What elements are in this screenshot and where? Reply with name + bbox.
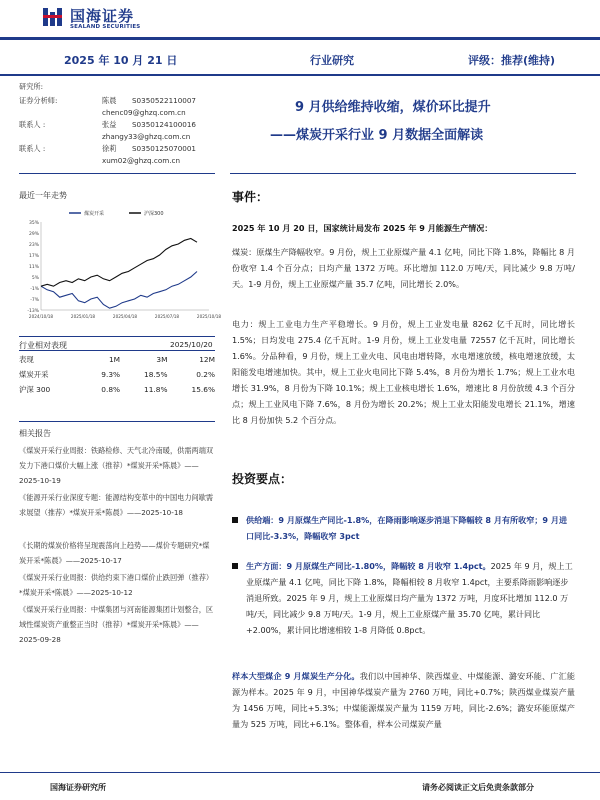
table-header-cell: 12M <box>199 355 215 364</box>
bullet-text: 供给端：9 月原煤生产同比-1.8%，在降雨影响逐步消退下降幅较 8 月有所收窄；9 月进口同比-3.3%，降幅收窄 3pct <box>246 515 568 541</box>
bullet-production <box>232 558 575 638</box>
sample-paragraph <box>232 668 575 732</box>
perf-date: 2025/10/20 <box>170 340 213 349</box>
brand-mark-icon <box>42 6 64 28</box>
x-tick-label: 2024/10/18 <box>28 314 54 319</box>
report-category: 行业研究 <box>310 54 354 67</box>
table-rule <box>19 350 215 351</box>
brand-name-cn: 国海证券 <box>70 7 135 25</box>
footer-right: 请务必阅读正文后免责条款部分 <box>422 783 534 792</box>
table-row <box>19 382 215 397</box>
paragraph-head: 样本大型煤企 9 月煤炭生产分化。 <box>232 671 360 681</box>
series-line <box>41 272 197 309</box>
table-header-row <box>19 352 215 367</box>
paragraph-body: 我们以中国神华、陕西煤业、中煤能源、潞安环能、广汇能源为样本。2025 年 9 月，中国神华煤炭产量为 2760 万吨，同比+0.7%；陕西煤业煤炭产量为 1456 万吨，同比+5.3%；中煤能源煤炭产量为 1159 万吨，同比-2.6%；潞安环能原煤产量为 525 万吨，同比+6.1%。整体看，样本公司煤炭产量 <box>232 671 575 729</box>
side-divider <box>19 421 215 422</box>
events-heading: 事件： <box>232 190 269 204</box>
researcher-label: 研究所: <box>19 82 43 91</box>
points-heading: 投资要点： <box>232 472 293 486</box>
x-tick-label: 2025/04/18 <box>112 314 138 319</box>
x-tick-label: 2025/07/18 <box>154 314 180 319</box>
y-tick-label: 5% <box>31 276 39 281</box>
y-tick-label: 23% <box>28 243 39 248</box>
y-tick-label: -1% <box>30 287 39 292</box>
analyst-email[interactable]: zhangy33@ghzq.com.cn <box>102 132 191 141</box>
table-cell: 0.2% <box>196 370 215 379</box>
bullet-head: 生产方面：9 月原煤生产同比-1.80%，降幅较 8 月收窄 1.4pct。 <box>246 561 491 571</box>
body-divider <box>230 173 576 174</box>
analyst-role: 联系人 : <box>19 120 46 129</box>
analyst-email[interactable]: chenc09@ghzq.com.cn <box>102 108 186 117</box>
y-tick-label: 11% <box>28 265 39 270</box>
reports-title: 相关报告 <box>19 429 51 438</box>
bullet-square-icon <box>232 563 238 569</box>
y-tick-label: 29% <box>28 232 39 237</box>
footer-rule <box>0 772 600 773</box>
y-tick-label: -13% <box>27 309 39 314</box>
table-cell: 11.8% <box>144 385 168 394</box>
table-cell: 煤炭开采 <box>19 370 49 379</box>
analyst-role: 证券分析师: <box>19 96 58 105</box>
report-subtitle: ——煤炭开采行业 9 月数据全面解读 <box>270 128 484 143</box>
x-tick-label: 2025/10/18 <box>196 314 222 319</box>
bullet-supply <box>232 512 575 544</box>
x-tick-label: 2025/01/18 <box>70 314 96 319</box>
report-link[interactable]: 《煤炭开采行业周报：铁路检修、天气北冷南暖，供需两端双发力下港口煤价大幅上涨（推荐）*煤炭开采*陈晨》——2025-10-19 <box>19 446 214 485</box>
table-header-cell: 3M <box>156 355 168 364</box>
analyst-code: S0350522110007 <box>132 96 197 105</box>
trend-chart <box>19 206 222 324</box>
top-rule <box>0 37 600 40</box>
brand-logo <box>42 4 152 34</box>
y-tick-label: 17% <box>28 254 39 259</box>
bullet-square-icon <box>232 517 238 523</box>
y-tick-label: 35% <box>28 221 39 226</box>
analyst-name: 徐莉 <box>102 144 117 153</box>
analyst-email[interactable]: xum02@ghzq.com.cn <box>102 156 181 165</box>
analyst-name: 张益 <box>102 120 117 129</box>
table-header-cell: 表现 <box>19 355 34 364</box>
perf-title: 行业相对表现 <box>19 341 67 350</box>
table-cell: 沪深 300 <box>19 385 51 394</box>
analyst-code: S0350125070001 <box>132 144 197 153</box>
series-line <box>41 239 197 287</box>
report-link[interactable]: 《煤炭开采行业周报：供给约束下港口煤价止跌回弹（推荐）*煤炭开采*陈晨》——2025-10-12 <box>19 573 214 597</box>
side-divider <box>19 173 215 174</box>
rating: 评级：推荐(维持) <box>468 54 556 67</box>
analyst-role: 联系人 : <box>19 144 46 153</box>
side-divider <box>19 336 215 337</box>
analyst-name: 陈晨 <box>102 96 117 105</box>
header-rule <box>0 74 600 76</box>
table-cell: 15.6% <box>191 385 215 394</box>
table-row <box>19 367 215 382</box>
report-link[interactable]: 《煤炭开采行业周报：中煤集团与河南能源集团计划整合，区域性煤炭资产重整正当时（推荐）*煤炭开采*陈晨》——2025-09-28 <box>19 605 214 644</box>
report-title: 9 月供给维持收缩，煤价环比提升 <box>295 100 491 115</box>
report-link[interactable]: 《长期的煤炭价格将呈现震荡向上趋势——煤价专题研究*煤炭开采*陈晨》——2025-10-17 <box>19 541 210 565</box>
events-coal: 煤炭：原煤生产降幅收窄。9 月份，规上工业原煤产量 4.1 亿吨，同比下降 1.8%，降幅比 8 月份收窄 1.4 个百分点；日均产量 1372 万吨。环比增加 112.0 万吨/天，同比减少 9.8 万吨/天。1-9 月份，规上工业原煤产量 35.7 亿吨，同比增长 2.0%。 <box>232 247 575 289</box>
legend-label: 沪深300 <box>144 211 164 217</box>
legend-label: 煤炭开采 <box>84 211 105 217</box>
events-lead: 2025 年 10 月 20 日，国家统计局发布 2025 年 9 月能源生产情况： <box>232 223 493 233</box>
report-date: 2025 年 10 月 21 日 <box>64 54 178 67</box>
footer-left: 国海证券研究所 <box>50 783 106 792</box>
events-power: 电力：规上工业电力生产平稳增长。9 月份，规上工业发电量 8262 亿千瓦时，同比增长 1.5%；日均发电 275.4 亿千瓦时。1-9 月份，规上工业发电量 72557 亿千瓦时，同比增长 1.6%。分品种看，9 月份，规上工业火电、风电由增转降，水电增速放缓，核电增速放缓，太阳能发电增速加快。其中，规上工业火电同比下降 5.4%，8 月份为增长 1.7%；规上工业水电增长 31.9%，8 月份为下降 10.1%；规上工业核电增长 1.6%，增速比 8 月份放缓 4.3 个百分点；规上工业风电下降 7.6%，8 月份为增长 20.2%；规上工业太阳能发电增长 21.1%，增速比 8 月份加快 5.2 个百分点。 <box>232 319 575 425</box>
table-cell: 0.8% <box>101 385 121 394</box>
brand-name-en: SEALAND SECURITIES <box>70 24 141 30</box>
report-link[interactable]: 《能源开采行业深度专题：能源结构变革中的中国电力间歇需求展望（推荐）*煤炭开采*陈晨》——2025-10-18 <box>19 493 214 517</box>
table-cell: 18.5% <box>144 370 168 379</box>
analyst-code: S0350124100016 <box>132 120 197 129</box>
table-header-cell: 1M <box>108 355 121 364</box>
bullet-body: 2025 年 9 月，规上工业原煤产量 4.1 亿吨，同比下降 1.8%，降幅相较 8 月收窄 1.4pct，主要系降雨影响逐步消退所致。2025 年 9 月，规上工业原煤日均产量为 1372 万吨，月度环比增加 112.0 万吨/天，同比减少 9.8 万吨/天。1-9 月，规上工业原煤产量 35.70 亿吨，累计同比+2.00%，累计同比增速相较 1-8 月降低 0.8pct。 <box>246 561 573 635</box>
chart-title: 最近一年走势 <box>19 191 67 200</box>
y-tick-label: -7% <box>30 298 39 303</box>
perf-table <box>19 352 215 397</box>
table-cell: 9.3% <box>101 370 121 379</box>
